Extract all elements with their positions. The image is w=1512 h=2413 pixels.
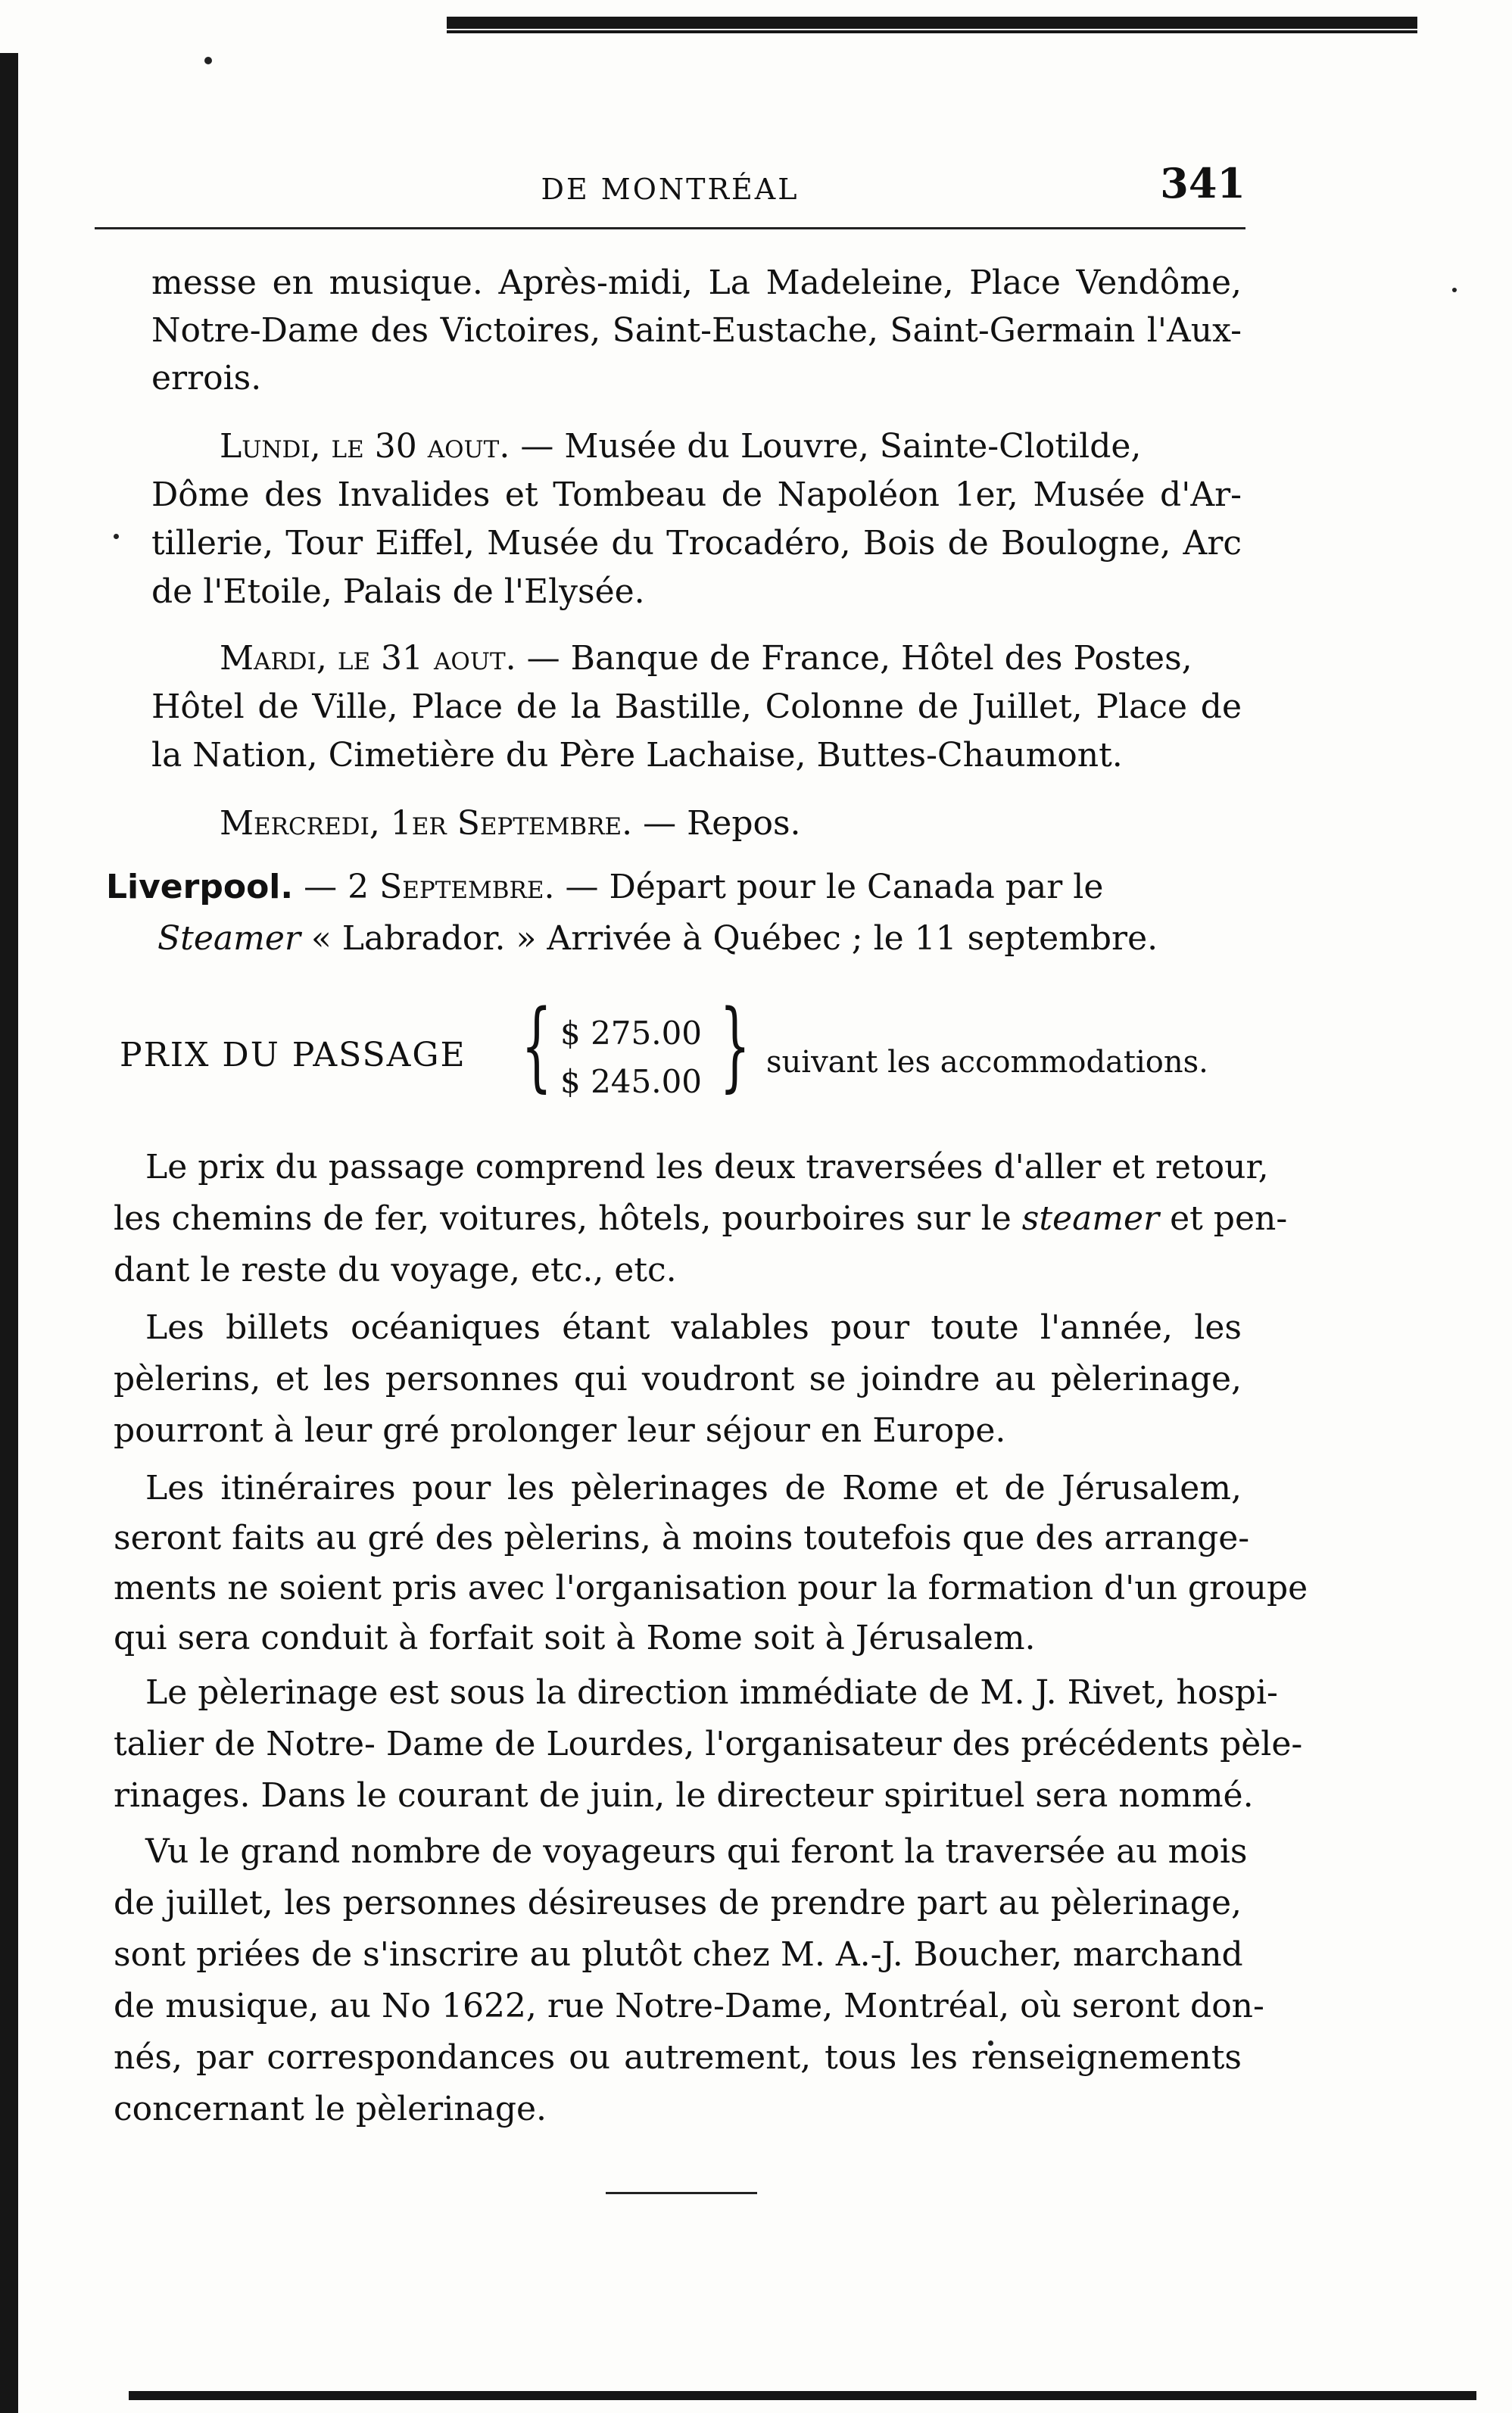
price-amount: $ 245.00 (560, 1063, 703, 1100)
text-line: messe en musique. Après-midi, La Madeleine, Place Vendôme, (151, 263, 1242, 302)
text-line: Le pèlerinage est sous la direction immédiate de M. J. Rivet, hospi- (145, 1673, 1278, 1712)
price-label: PRIX DU PASSAGE (120, 1036, 466, 1074)
text-line: Notre-Dame des Victoires, Saint-Eustache, Saint-Germain l'Aux- (151, 311, 1242, 350)
page-number: 341 (1160, 159, 1245, 207)
scan-top-edge-thin (447, 30, 1417, 33)
right-brace: } (719, 990, 751, 1102)
itinerary-entry-monday (220, 427, 1242, 466)
text-line: nés, par correspondances ou autrement, tous les renseignements (114, 2038, 1242, 2077)
text-line: errois. (151, 359, 262, 397)
text-line: Les billets océaniques étant valables pour toute l'année, les (145, 1308, 1242, 1347)
entry-text: Départ pour le Canada par le (609, 868, 1104, 906)
entry-text: Banque de France, Hôtel des Postes, (570, 639, 1192, 678)
running-head-title: DE MONTRÉAL (541, 173, 800, 206)
text-line: talier de Notre- Dame de Lourdes, l'organisateur des précédents pèle- (114, 1725, 1303, 1763)
text-line: Les itinéraires pour les pèlerinages de Rome et de Jérusalem, (145, 1469, 1242, 1507)
text-line: la Nation, Cimetière du Père Lachaise, Buttes-Chaumont. (151, 736, 1123, 775)
entry-date: 2 Septembre. (348, 868, 555, 906)
text-line (114, 1199, 1288, 1238)
entry-date: Mardi, le 31 aout. (220, 639, 516, 678)
text-line: qui sera conduit à forfait soit à Rome soit à Jérusalem. (114, 1619, 1036, 1657)
itinerary-entry-liverpool (106, 868, 1104, 906)
steamer-italic: Steamer (157, 919, 301, 958)
running-head (95, 159, 1245, 220)
text-line: tillerie, Tour Eiffel, Musée du Trocadéro, Bois de Boulogne, Arc (151, 524, 1242, 563)
itinerary-entry-tuesday (220, 639, 1192, 678)
text-line: pourront à leur gré prolonger leur séjour en Europe. (114, 1411, 1006, 1450)
text-line: de l'Etoile, Palais de l'Elysée. (151, 572, 645, 611)
entry-text: Musée du Louvre, Sainte-Clotilde, (564, 427, 1142, 466)
scan-speck (114, 534, 119, 539)
scan-top-edge (447, 17, 1417, 29)
text-line-end: et pen- (1170, 1199, 1288, 1238)
text-line: dant le reste du voyage, etc., etc. (114, 1251, 677, 1289)
text-line: Dôme des Invalides et Tombeau de Napoléon 1er, Musée d'Ar- (151, 475, 1242, 514)
scan-bottom-edge (129, 2391, 1476, 2400)
steamer-italic: steamer (1021, 1199, 1160, 1238)
text-line: de musique, au No 1622, rue Notre-Dame, Montréal, où seront don- (114, 1987, 1264, 2025)
text-line-rest: « Labrador. » Arrivée à Québec ; le 11 septembre. (310, 919, 1158, 958)
left-brace: { (521, 990, 553, 1102)
running-head-rule (95, 227, 1245, 229)
price-note: suivant les accommodations. (766, 1045, 1208, 1080)
text-line: sont priées de s'inscrire au plutôt chez M. A.-J. Boucher, marchand (114, 1935, 1243, 1974)
text-line: seront faits au gré des pèlerins, à moins toutefois que des arrange- (114, 1519, 1250, 1557)
dash: — (526, 639, 571, 678)
scan-speck (204, 57, 212, 64)
entry-date: Lundi, le 30 aout. (220, 427, 510, 466)
scan-speck (1452, 288, 1457, 292)
entry-text: Repos. (687, 804, 801, 843)
text-line-start: les chemins de fer, voitures, hôtels, pourboires sur le (114, 1199, 1012, 1238)
text-line: Vu le grand nombre de voyageurs qui feront la traversée au mois (145, 1832, 1248, 1871)
dash: — (565, 868, 609, 906)
text-line: de juillet, les personnes désireuses de prendre part au pèlerinage, (114, 1884, 1242, 1922)
text-line: pèlerins, et les personnes qui voudront se joindre au pèlerinage, (114, 1360, 1242, 1398)
entry-place: Liverpool. (106, 868, 294, 906)
dash: — (304, 868, 348, 906)
entry-date: Mercredi, 1er Septembre. (220, 804, 633, 843)
dash: — (643, 804, 687, 843)
itinerary-entry-wednesday (220, 804, 801, 843)
text-line (157, 919, 1158, 958)
dash: — (520, 427, 565, 466)
price-amount: $ 275.00 (560, 1015, 703, 1052)
text-line: concernant le pèlerinage. (114, 2090, 547, 2128)
text-line: Le prix du passage comprend les deux traversées d'aller et retour, (145, 1148, 1269, 1186)
closing-rule (606, 2192, 757, 2194)
scan-left-edge (0, 53, 18, 2413)
text-line: Hôtel de Ville, Place de la Bastille, Colonne de Juillet, Place de (151, 687, 1242, 726)
text-line: rinages. Dans le courant de juin, le directeur spirituel sera nommé. (114, 1776, 1254, 1815)
text-line: ments ne soient pris avec l'organisation pour la formation d'un groupe (114, 1569, 1308, 1607)
